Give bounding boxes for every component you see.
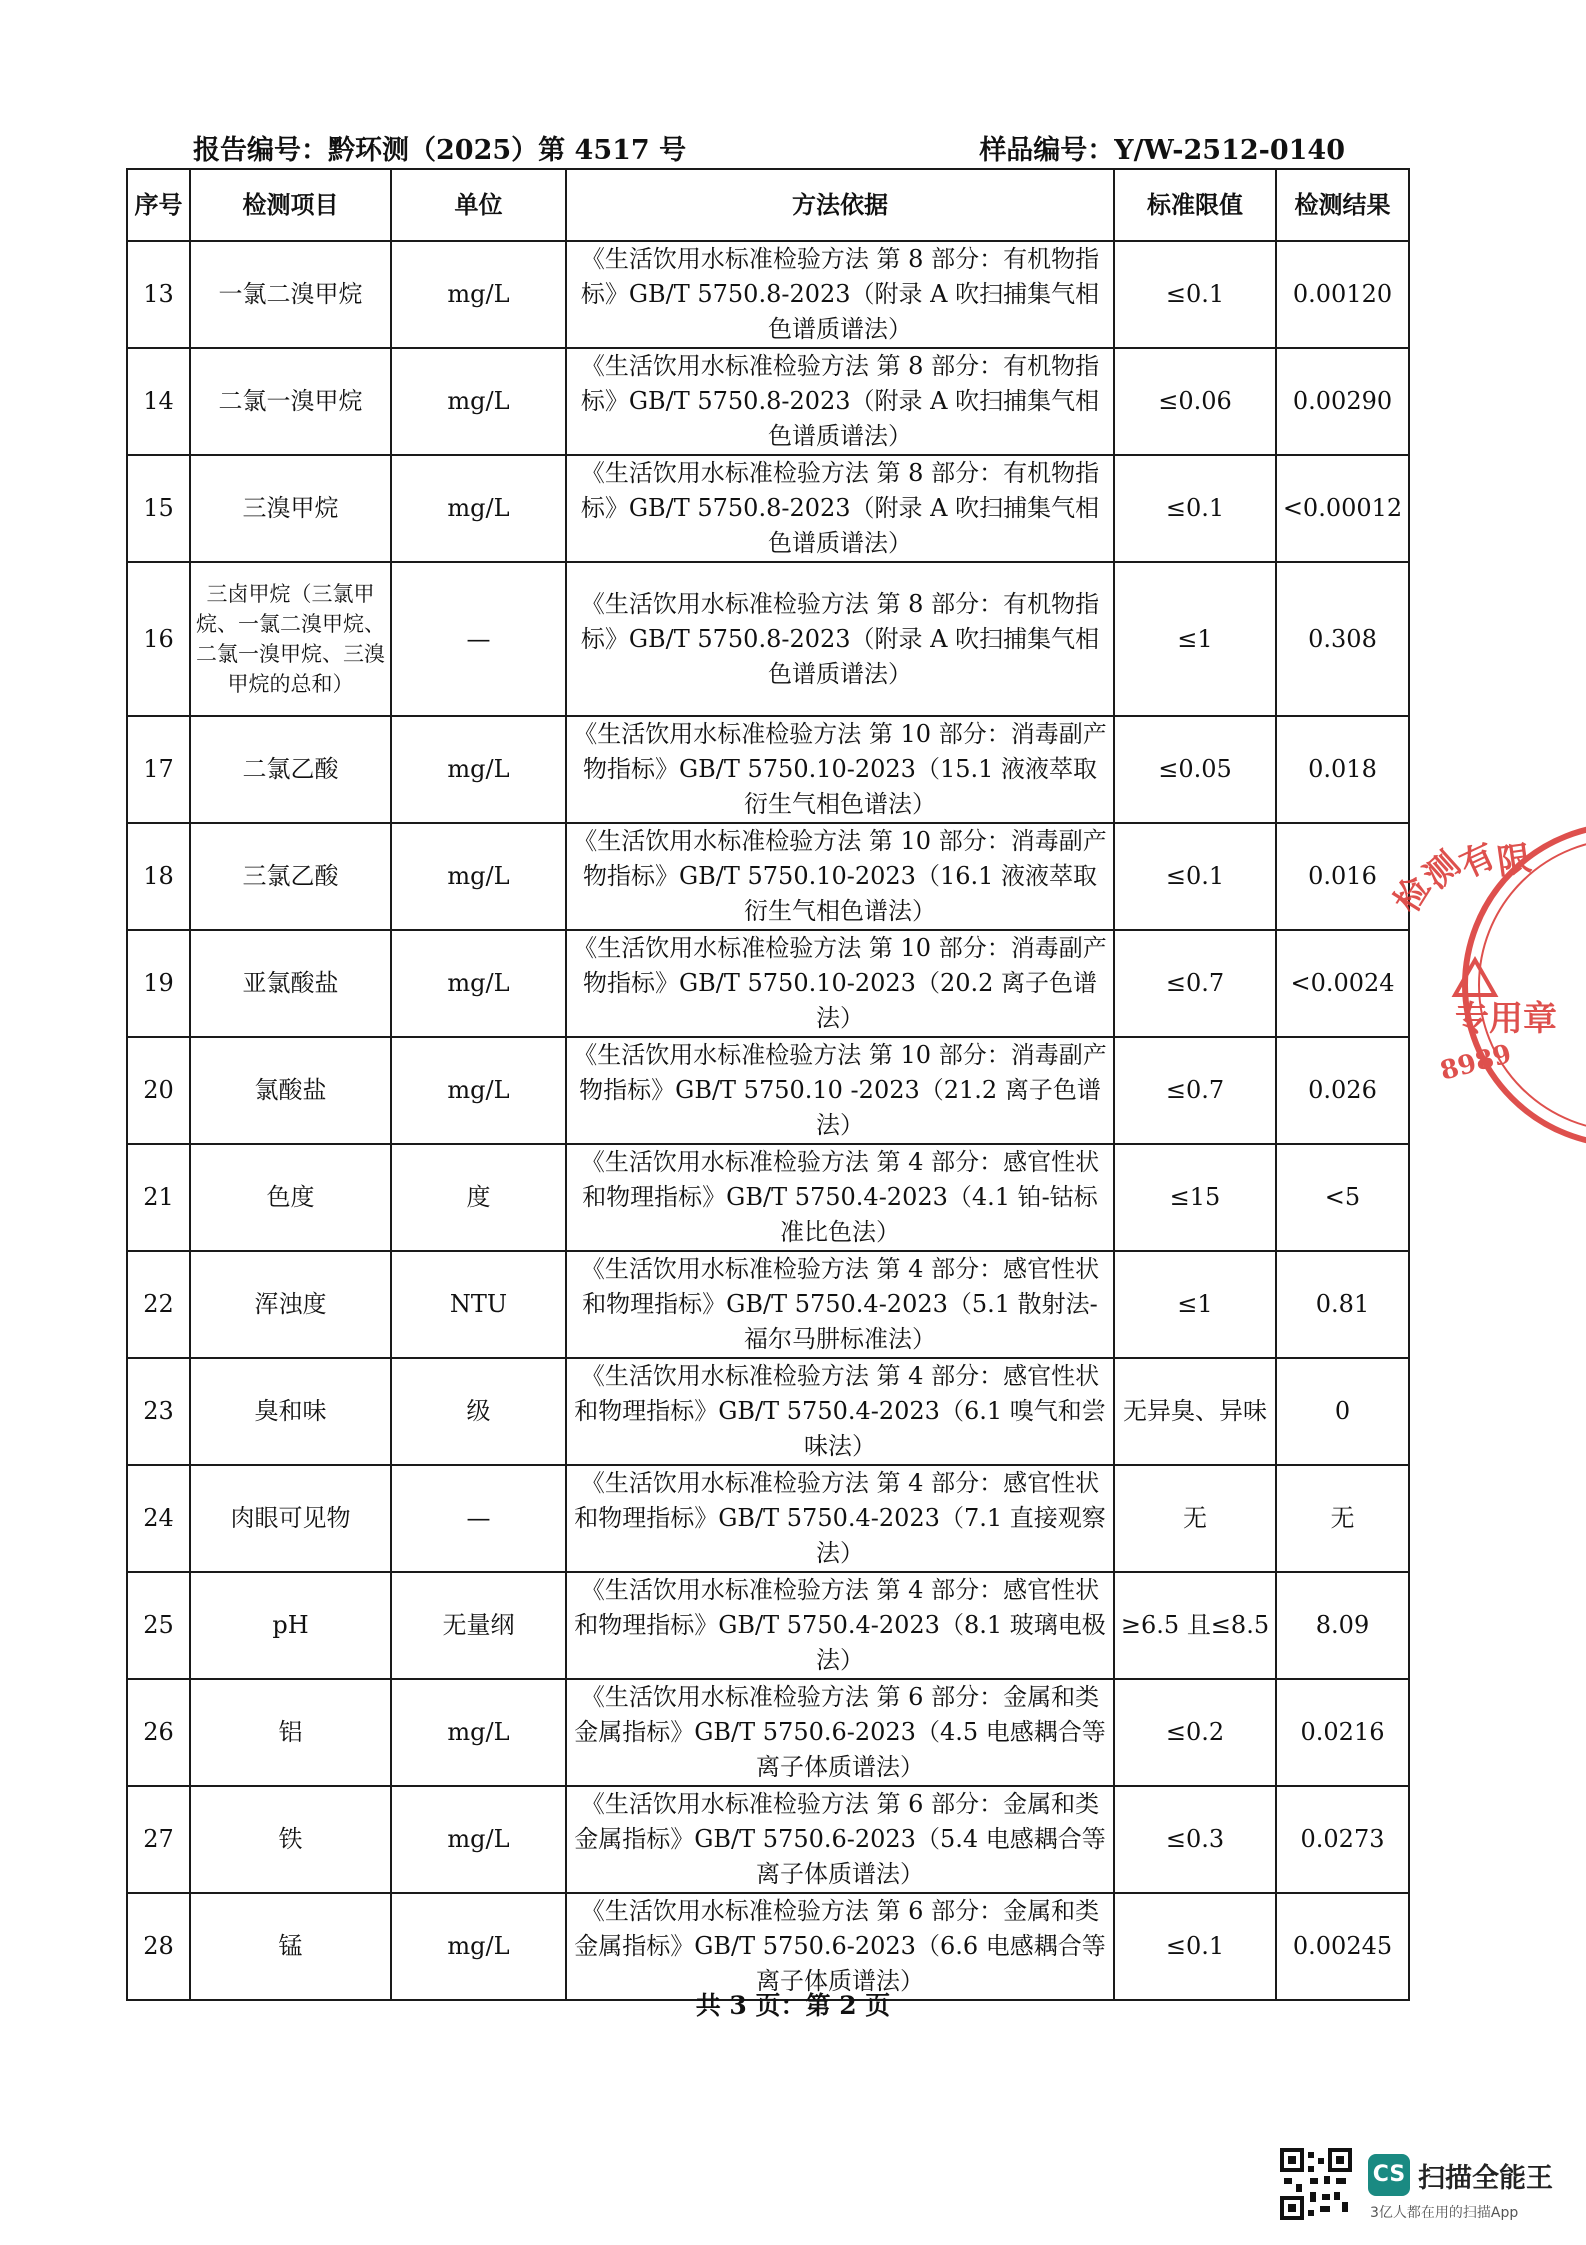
- table-row: [127, 1144, 1409, 1251]
- cell-unit: mg/L: [391, 455, 566, 562]
- cell-unit: mg/L: [391, 930, 566, 1037]
- cell-unit: —: [391, 562, 566, 716]
- header-unit: 单位: [391, 169, 566, 241]
- cell-item: 亚氯酸盐: [190, 930, 391, 1037]
- cell-unit: —: [391, 1465, 566, 1572]
- cell-limit: ≤1: [1114, 562, 1276, 716]
- cell-method: 《生活饮用水标准检验方法 第 8 部分：有机物指标》GB/T 5750.8-2023（附录 A 吹扫捕集气相色谱质谱法）: [566, 455, 1114, 562]
- cell-item: 肉眼可见物: [190, 1465, 391, 1572]
- header-limit: 标准限值: [1114, 169, 1276, 241]
- cell-unit: mg/L: [391, 1893, 566, 2000]
- cell-method: 《生活饮用水标准检验方法 第 6 部分：金属和类金属指标》GB/T 5750.6-2023（4.5 电感耦合等离子体质谱法）: [566, 1679, 1114, 1786]
- cell-result: 0.0273: [1276, 1786, 1409, 1893]
- cell-no: 25: [127, 1572, 190, 1679]
- cell-limit: ≤0.1: [1114, 455, 1276, 562]
- page-footer: 共 3 页：第 2 页: [695, 1991, 891, 2020]
- cell-result: 无: [1276, 1465, 1409, 1572]
- cell-no: 19: [127, 930, 190, 1037]
- cell-item: 锰: [190, 1893, 391, 2000]
- cell-no: 17: [127, 716, 190, 823]
- svg-text:专用章: 专用章: [1455, 999, 1557, 1039]
- cell-no: 14: [127, 348, 190, 455]
- cell-result: 0.026: [1276, 1037, 1409, 1144]
- header-result: 检测结果: [1276, 169, 1409, 241]
- cell-item: 三溴甲烷: [190, 455, 391, 562]
- table-row: [127, 348, 1409, 455]
- cell-method: 《生活饮用水标准检验方法 第 6 部分：金属和类金属指标》GB/T 5750.6-2023（6.6 电感耦合等离子体质谱法）: [566, 1893, 1114, 2000]
- cell-limit: ≥6.5 且≤8.5: [1114, 1572, 1276, 1679]
- svg-text:8989: 8989: [1437, 1039, 1515, 1087]
- cell-item: 氯酸盐: [190, 1037, 391, 1144]
- cell-method: 《生活饮用水标准检验方法 第 8 部分：有机物指标》GB/T 5750.8-2023（附录 A 吹扫捕集气相色谱质谱法）: [566, 348, 1114, 455]
- cell-no: 18: [127, 823, 190, 930]
- cell-result: 0.00290: [1276, 348, 1409, 455]
- cell-method: 《生活饮用水标准检验方法 第 4 部分：感官性状和物理指标》GB/T 5750.4-2023（5.1 散射法-福尔马肼标准法）: [566, 1251, 1114, 1358]
- cell-result: <0.0024: [1276, 930, 1409, 1037]
- table-row: [127, 562, 1409, 716]
- cell-method: 《生活饮用水标准检验方法 第 4 部分：感官性状和物理指标》GB/T 5750.4-2023（8.1 玻璃电极法）: [566, 1572, 1114, 1679]
- cell-item: 二氯乙酸: [190, 716, 391, 823]
- cell-unit: mg/L: [391, 823, 566, 930]
- table-row: [127, 823, 1409, 930]
- cell-unit: mg/L: [391, 716, 566, 823]
- cell-method: 《生活饮用水标准检验方法 第 8 部分：有机物指标》GB/T 5750.8-2023（附录 A 吹扫捕集气相色谱质谱法）: [566, 241, 1114, 348]
- cell-result: 0.308: [1276, 562, 1409, 716]
- table-row: [127, 930, 1409, 1037]
- cell-result: <0.00012: [1276, 455, 1409, 562]
- table-row: [127, 455, 1409, 562]
- cell-item: 色度: [190, 1144, 391, 1251]
- cell-limit: ≤0.06: [1114, 348, 1276, 455]
- cell-method: 《生活饮用水标准检验方法 第 6 部分：金属和类金属指标》GB/T 5750.6-2023（5.4 电感耦合等离子体质谱法）: [566, 1786, 1114, 1893]
- cell-result: 8.09: [1276, 1572, 1409, 1679]
- cell-no: 24: [127, 1465, 190, 1572]
- cell-method: 《生活饮用水标准检验方法 第 4 部分：感官性状和物理指标》GB/T 5750.4-2023（4.1 铂-钴标准比色法）: [566, 1144, 1114, 1251]
- table-row: [127, 241, 1409, 348]
- cell-item: 三氯乙酸: [190, 823, 391, 930]
- cell-result: 0: [1276, 1358, 1409, 1465]
- table-row: [127, 1037, 1409, 1144]
- cell-limit: ≤1: [1114, 1251, 1276, 1358]
- app-name: 扫描全能王: [1418, 2163, 1553, 2194]
- cell-method: 《生活饮用水标准检验方法 第 10 部分：消毒副产物指标》GB/T 5750.10 -2023（21.2 离子色谱法）: [566, 1037, 1114, 1144]
- cell-unit: mg/L: [391, 1679, 566, 1786]
- report-number: 报告编号：黔环测（2025）第 4517 号: [193, 135, 687, 166]
- cell-no: 20: [127, 1037, 190, 1144]
- company-seal-stamp: [1386, 820, 1575, 1150]
- table-row: [127, 1465, 1409, 1572]
- cell-no: 26: [127, 1679, 190, 1786]
- cell-method: 《生活饮用水标准检验方法 第 10 部分：消毒副产物指标》GB/T 5750.10-2023（15.1 液液萃取衍生气相色谱法）: [566, 716, 1114, 823]
- cell-result: 0.018: [1276, 716, 1409, 823]
- cell-item: 一氯二溴甲烷: [190, 241, 391, 348]
- cell-item: 二氯一溴甲烷: [190, 348, 391, 455]
- table-row: [127, 1679, 1409, 1786]
- cell-limit: ≤15: [1114, 1144, 1276, 1251]
- cell-result: 0.016: [1276, 823, 1409, 930]
- cell-result: 0.00245: [1276, 1893, 1409, 2000]
- table-row: [127, 1251, 1409, 1358]
- cell-result: <5: [1276, 1144, 1409, 1251]
- cell-result: 0.81: [1276, 1251, 1409, 1358]
- cell-no: 27: [127, 1786, 190, 1893]
- cell-unit: NTU: [391, 1251, 566, 1358]
- cell-limit: 无异臭、异味: [1114, 1358, 1276, 1465]
- cell-no: 13: [127, 241, 190, 348]
- header-item: 检测项目: [190, 169, 391, 241]
- svg-text:限: 限: [1494, 838, 1534, 883]
- cell-limit: ≤0.1: [1114, 1893, 1276, 2000]
- table-row: [127, 1358, 1409, 1465]
- cell-no: 15: [127, 455, 190, 562]
- table-row: [127, 1572, 1409, 1679]
- header-no: 序号: [127, 169, 190, 241]
- cell-no: 23: [127, 1358, 190, 1465]
- cell-unit: mg/L: [391, 241, 566, 348]
- qr-code-icon: [1280, 2148, 1352, 2220]
- header-method: 方法依据: [566, 169, 1114, 241]
- cell-unit: mg/L: [391, 1037, 566, 1144]
- cell-limit: ≤0.1: [1114, 823, 1276, 930]
- cell-method: 《生活饮用水标准检验方法 第 10 部分：消毒副产物指标》GB/T 5750.10-2023（16.1 液液萃取衍生气相色谱法）: [566, 823, 1114, 930]
- cell-item: pH: [190, 1572, 391, 1679]
- table-row: [127, 1893, 1409, 2000]
- cell-method: 《生活饮用水标准检验方法 第 4 部分：感官性状和物理指标》GB/T 5750.4-2023（6.1 嗅气和尝味法）: [566, 1358, 1114, 1465]
- cell-limit: ≤0.3: [1114, 1786, 1276, 1893]
- cell-result: 0.0216: [1276, 1679, 1409, 1786]
- table-row: [127, 1786, 1409, 1893]
- cell-unit: 度: [391, 1144, 566, 1251]
- cs-logo-icon: CS: [1368, 2154, 1410, 2196]
- cell-no: 28: [127, 1893, 190, 2000]
- cell-result: 0.00120: [1276, 241, 1409, 348]
- cell-method: 《生活饮用水标准检验方法 第 8 部分：有机物指标》GB/T 5750.8-2023（附录 A 吹扫捕集气相色谱质谱法）: [566, 562, 1114, 716]
- cell-no: 16: [127, 562, 190, 716]
- cell-method: 《生活饮用水标准检验方法 第 4 部分：感官性状和物理指标》GB/T 5750.4-2023（7.1 直接观察法）: [566, 1465, 1114, 1572]
- cell-limit: 无: [1114, 1465, 1276, 1572]
- cell-unit: mg/L: [391, 348, 566, 455]
- cell-item: 浑浊度: [190, 1251, 391, 1358]
- svg-text:有: 有: [1453, 835, 1502, 887]
- cell-unit: 无量纲: [391, 1572, 566, 1679]
- test-results-table: [126, 168, 1410, 2001]
- table-header-row: [127, 169, 1409, 241]
- cell-limit: ≤0.7: [1114, 930, 1276, 1037]
- cell-no: 21: [127, 1144, 190, 1251]
- cell-limit: ≤0.2: [1114, 1679, 1276, 1786]
- cell-limit: ≤0.1: [1114, 241, 1276, 348]
- cell-limit: ≤0.7: [1114, 1037, 1276, 1144]
- cell-unit: mg/L: [391, 1786, 566, 1893]
- cell-item: 铝: [190, 1679, 391, 1786]
- cell-method: 《生活饮用水标准检验方法 第 10 部分：消毒副产物指标》GB/T 5750.10-2023（20.2 离子色谱法）: [566, 930, 1114, 1037]
- cell-limit: ≤0.05: [1114, 716, 1276, 823]
- svg-text:测: 测: [1416, 844, 1469, 897]
- cell-no: 22: [127, 1251, 190, 1358]
- app-tagline: 3亿人都在用的扫描App: [1370, 2205, 1519, 2221]
- svg-text:检: 检: [1386, 869, 1439, 920]
- scanner-app-badge: [1280, 2148, 1580, 2228]
- report-header: [193, 128, 1345, 168]
- cell-item: 铁: [190, 1786, 391, 1893]
- cell-item: 三卤甲烷（三氯甲烷、一氯二溴甲烷、二氯一溴甲烷、三溴甲烷的总和）: [190, 562, 391, 716]
- cell-unit: 级: [391, 1358, 566, 1465]
- sample-number: 样品编号：Y/W-2512-0140: [979, 135, 1345, 166]
- table-row: [127, 716, 1409, 823]
- cell-item: 臭和味: [190, 1358, 391, 1465]
